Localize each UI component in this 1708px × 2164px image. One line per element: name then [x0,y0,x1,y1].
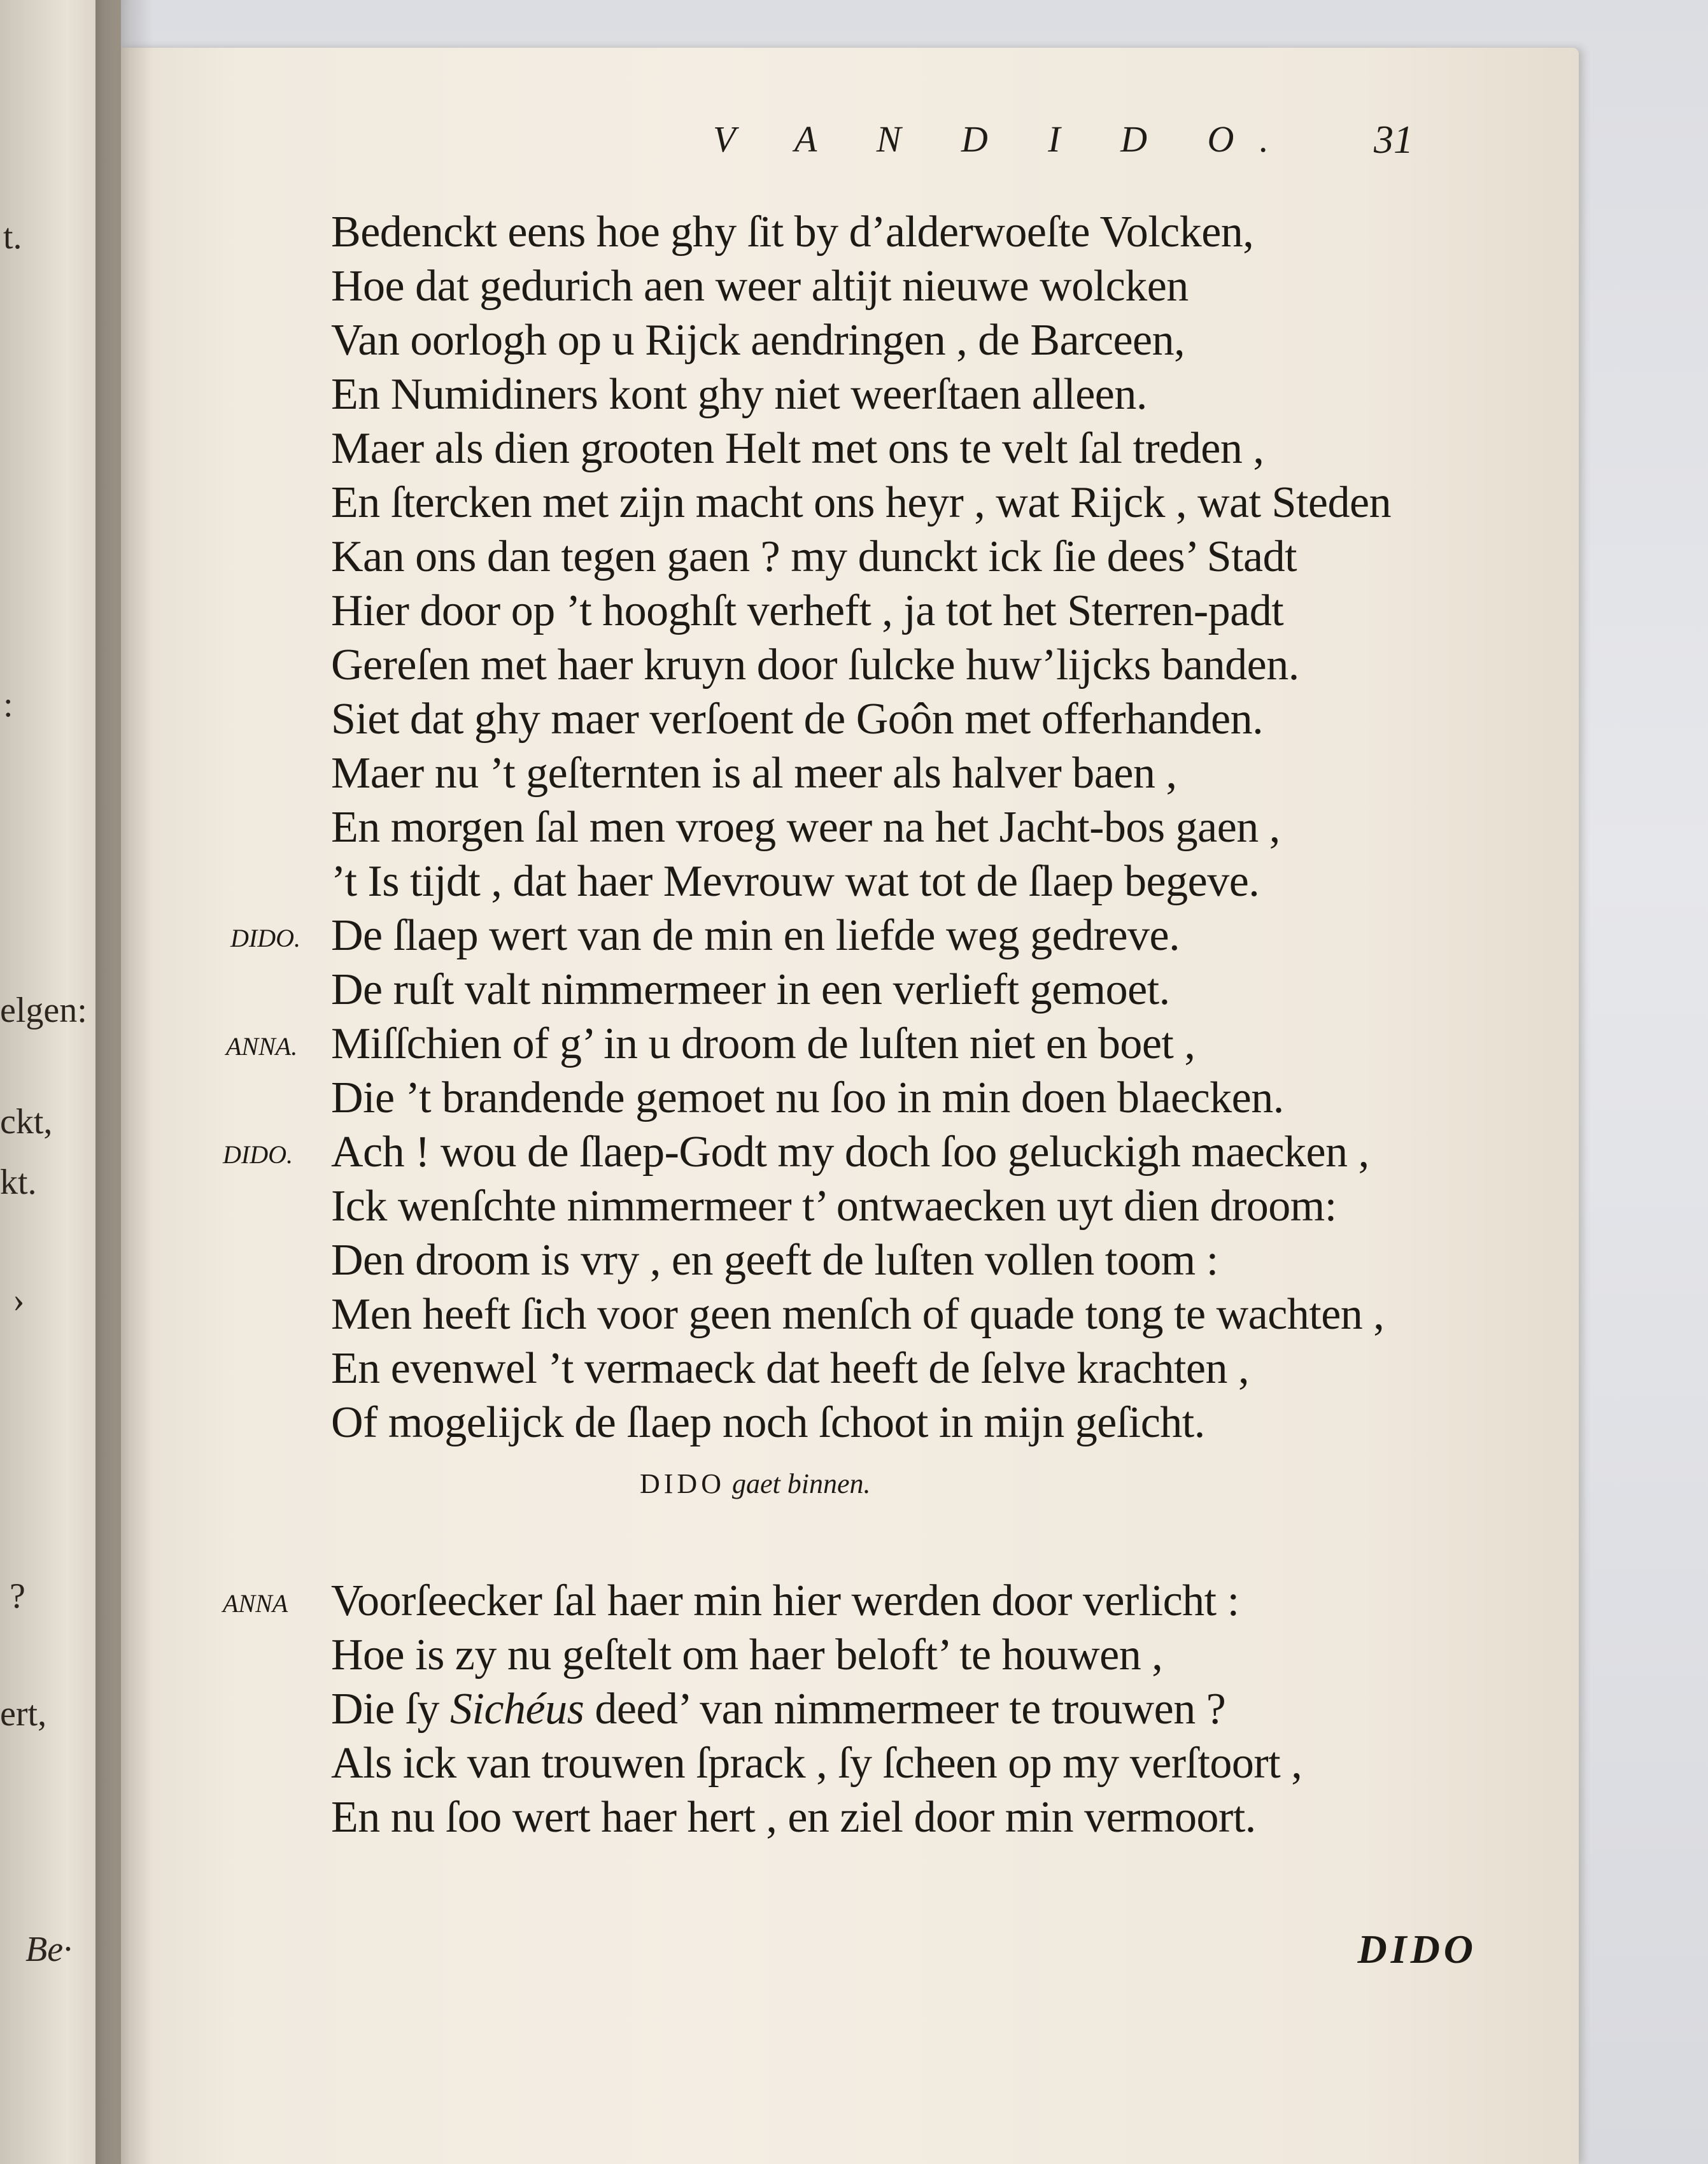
gutter-shadow [95,0,153,2164]
verse-name-italic: Sichéus [450,1685,584,1734]
verse-line: Die ’t brandende gemoet nu ſoo in min doen blaecken. [331,1073,1284,1122]
verse-line: Siet dat ghy maer verſoent de Goôn met offerhanden. [331,695,1264,744]
verse-line: Hoe dat gedurich aen weer altijt nieuwe wolcken [331,262,1189,311]
verse-line: Gereſen met haer kruyn door ſulcke huw’lijcks banden. [331,640,1299,690]
verse-line: Bedenckt eens hoe ghy ſit by d’alderwoeſte Volcken, [331,208,1254,257]
speaker-label: ANNA. [226,1032,298,1061]
margin-fragment: kt. [0,1163,37,1202]
running-head: V A N D I D O. [713,118,1294,160]
stage-direction-name: DIDO [640,1468,725,1499]
margin-fragment: Be· [25,1930,73,1969]
verse-line: En morgen ſal men vroeg weer na het Jacht-bos gaen , [331,803,1280,852]
verse-line: Kan ons dan tegen gaen ? my dunckt ick ſie dees’ Stadt [331,532,1297,581]
verse-line: Als ick van trouwen ſprack , ſy ſcheen op my verſtoort , [331,1739,1302,1788]
page-number: 31 [1374,118,1413,162]
verse-line: En ſtercken met zijn macht ons heyr , wat Rijck , wat Steden [331,478,1392,527]
verse-line: Hoe is zy nu geſtelt om haer beloft’ te houwen , [331,1630,1163,1680]
verse-line: Of mogelijck de ſlaep noch ſchoot in mijn geſicht. [331,1398,1205,1447]
stage-direction [640,1467,871,1500]
verse-line: Miſſchien of g’ in u droom de luſten niet en boet , [331,1019,1196,1068]
verse-line: De ruſt valt nimmermeer in een verlieft gemoet. [331,965,1170,1014]
verse-line: ’t Is tijdt , dat haer Mevrouw wat tot de ſlaep begeve. [331,857,1260,906]
verse-line: Maer nu ’t geſternten is al meer als halver baen , [331,749,1177,798]
verse-line: Men heeft ſich voor geen menſch of quade tong te wachten , [331,1290,1385,1339]
verse-line: Ach ! wou de ſlaep-Godt my doch ſoo geluckigh maecken , [331,1128,1369,1177]
verse-fragment: Die ſy [331,1685,451,1734]
verse-line: En evenwel ’t vermaeck dat heeft de ſelve krachten , [331,1344,1249,1393]
book-page [121,48,1579,2164]
speaker-label: DIDO. [230,924,300,952]
verse-line: En nu ſoo wert haer hert , en ziel door min vermoort. [331,1793,1256,1842]
catchword: DIDO [1357,1927,1477,1972]
margin-fragment: elgen: [0,991,87,1030]
verse-line: Maer als dien grooten Helt met ons te velt ſal treden , [331,424,1264,473]
verse-line: De ſlaep wert van de min en liefde weg gedreve. [331,911,1180,960]
margin-fragment: ? [10,1576,25,1616]
stage-direction-text: gaet binnen. [731,1468,871,1499]
verse-line: Den droom is vry , en geeft de luſten vollen toom : [331,1236,1218,1285]
margin-fragment: › [13,1280,25,1320]
margin-fragment: : [3,685,13,725]
margin-fragment: t. [3,217,22,257]
speaker-label: DIDO. [223,1140,293,1169]
speaker-label: ANNA [223,1589,288,1618]
margin-fragment: ert, [0,1694,47,1734]
verse-line: Voorſeecker ſal haer min hier werden door verlicht : [331,1576,1239,1625]
verse-line [331,1684,1225,1735]
margin-fragment: ckt, [0,1102,53,1142]
verse-fragment: deed’ van nimmermeer te trouwen ? [584,1685,1226,1734]
verse-line: En Numidiners kont ghy niet weerſtaen alleen. [331,370,1147,419]
verse-line: Hier door op ’t hooghſt verheft , ja tot het Sterren-padt [331,586,1284,635]
verse-line: Van oorlogh op u Rijck aendringen , de Barceen, [331,316,1185,365]
verse-line: Ick wenſchte nimmermeer t’ ontwaecken uyt dien droom: [331,1182,1337,1231]
